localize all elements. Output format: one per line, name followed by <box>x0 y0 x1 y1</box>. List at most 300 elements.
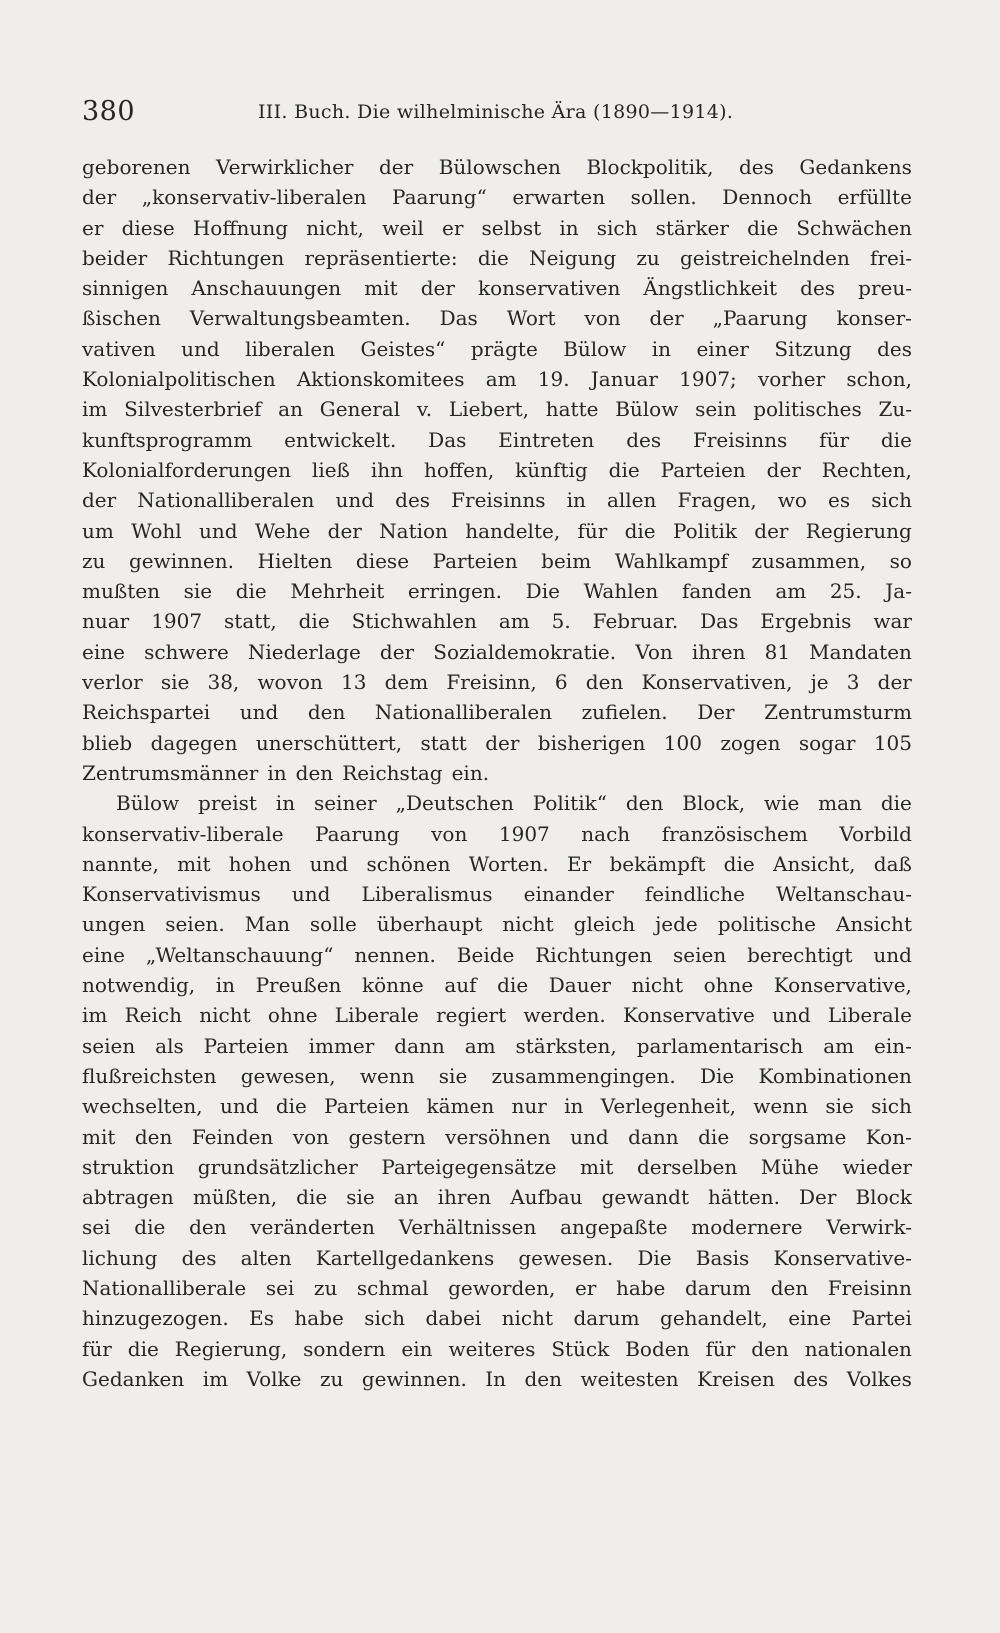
word: die <box>880 791 912 816</box>
word: nicht <box>501 1306 554 1331</box>
word: dann <box>628 1124 679 1149</box>
word: wie <box>763 791 800 816</box>
word: gewesen. <box>518 1245 614 1270</box>
word: Rechten, <box>821 457 912 482</box>
word: struktion <box>82 1154 175 1179</box>
word: dabei <box>425 1306 482 1331</box>
word: Gedankens <box>799 155 912 179</box>
word: im <box>202 1366 229 1391</box>
word: 105 <box>873 730 912 755</box>
word: mit <box>82 1124 116 1149</box>
word: Bülow <box>615 397 679 422</box>
word: bekämpft <box>609 851 706 876</box>
word: französischem <box>661 821 808 846</box>
word: es <box>828 488 851 513</box>
text-line <box>82 273 912 303</box>
word: im <box>82 1003 108 1028</box>
word: angepaßte <box>560 1215 668 1240</box>
word: Wohl <box>131 518 182 543</box>
word: Ansicht <box>835 912 912 937</box>
word: mußten <box>82 579 160 604</box>
word: sie <box>346 1185 375 1210</box>
word: nicht <box>502 912 554 937</box>
word: allen <box>606 488 657 513</box>
word: der <box>379 639 415 664</box>
word: dagegen <box>150 730 238 755</box>
word: Basis <box>695 1245 750 1270</box>
word: und <box>873 942 912 967</box>
word: seien <box>82 1033 136 1058</box>
word: Bülowschen <box>438 155 561 179</box>
word: so <box>889 548 912 573</box>
text-line <box>82 516 912 546</box>
text-line <box>82 1061 912 1091</box>
word: Hoffnung <box>192 215 288 240</box>
word: sich <box>871 1094 912 1119</box>
word: der <box>82 185 117 210</box>
word: je <box>810 670 829 695</box>
word: und <box>219 1094 259 1119</box>
word: Freisinn, <box>446 670 537 695</box>
word: in <box>275 791 296 816</box>
text-line <box>82 1273 912 1303</box>
word: kämen <box>426 1094 495 1119</box>
word: Reichstag <box>342 760 443 785</box>
text-line <box>82 243 912 273</box>
word: Volkes <box>846 1366 912 1391</box>
word: gewinnen. <box>361 1366 467 1391</box>
word: einer <box>696 336 749 361</box>
word: alten <box>240 1245 292 1270</box>
word: Ergebnis <box>760 609 852 634</box>
word: Liberale <box>827 1003 912 1028</box>
word: Die <box>637 1245 672 1270</box>
word: erwarten <box>512 185 606 210</box>
word: den <box>585 670 624 695</box>
word: konservativen <box>477 276 621 301</box>
word: war <box>873 609 912 634</box>
word: nach <box>581 821 631 846</box>
word: Worten. <box>468 851 549 876</box>
word: nationalen <box>804 1336 912 1361</box>
word: zusammengingen. <box>491 1063 676 1088</box>
word: diese <box>355 548 410 573</box>
text-line <box>82 1364 912 1394</box>
word: der <box>649 306 684 331</box>
word: prägte <box>470 336 538 361</box>
word: sich <box>364 1306 406 1331</box>
word: „konservativ-liberalen <box>141 185 367 210</box>
word: „Weltanschauung“ <box>145 942 334 967</box>
word: die <box>235 579 267 604</box>
word: In <box>485 1366 507 1391</box>
word: Preußen <box>255 973 342 998</box>
word: Ängstlichkeit <box>643 276 778 301</box>
word: darum <box>684 1275 752 1300</box>
word: in <box>215 973 236 998</box>
word: zu <box>319 1366 344 1391</box>
word: als <box>155 1033 184 1058</box>
word: die <box>698 1124 730 1149</box>
word: die <box>298 609 330 634</box>
word: Der <box>697 700 735 725</box>
word: der <box>420 276 455 301</box>
word: 38, <box>207 670 240 695</box>
text-line <box>82 667 912 697</box>
word: nicht, <box>306 215 364 240</box>
word: Boden <box>625 1336 690 1361</box>
word: in <box>566 488 586 513</box>
word: die <box>624 518 656 543</box>
word: Kreisen <box>697 1366 775 1391</box>
word: am <box>498 609 530 634</box>
word: Geistes“ <box>360 336 446 361</box>
word: dem <box>384 670 429 695</box>
word: in <box>267 760 287 785</box>
word: an <box>393 1185 419 1210</box>
word: „Paarung <box>712 306 808 331</box>
body-text <box>82 152 912 1394</box>
word: Fragen, <box>677 488 757 513</box>
word: für <box>819 427 850 452</box>
word: Zu- <box>878 397 912 422</box>
word: Kombinationen <box>758 1063 912 1088</box>
word: hinzugezogen. <box>82 1306 229 1331</box>
word: am <box>775 579 807 604</box>
word: schönen <box>366 851 451 876</box>
word: derselben <box>636 1154 738 1179</box>
word: Mehrheit <box>290 579 385 604</box>
word: frei- <box>870 245 912 270</box>
word: Aktionskomitees <box>296 367 465 392</box>
word: Paarung“ <box>392 185 487 210</box>
word: Wort <box>506 306 556 331</box>
word: sein <box>695 397 737 422</box>
word: nannte, <box>82 851 159 876</box>
text-line <box>82 303 912 333</box>
word: sie <box>160 670 190 695</box>
word: Februar. <box>592 609 679 634</box>
word: Parteien <box>660 457 746 482</box>
text-line <box>82 728 912 758</box>
word: den <box>295 760 334 785</box>
word: Freisinns <box>451 488 546 513</box>
word: Zentrumsmänner <box>82 760 259 785</box>
word: handelte, <box>465 518 561 543</box>
word: Die <box>525 579 560 604</box>
word: Schwächen <box>796 215 912 240</box>
text-line <box>82 1122 912 1152</box>
word: Sozialdemokratie. <box>433 639 617 664</box>
word: die <box>296 1185 328 1210</box>
word: Konservativen, <box>641 670 793 695</box>
text-line <box>82 697 912 727</box>
word: eine <box>82 942 125 967</box>
word: Wehe <box>254 518 311 543</box>
word: wovon <box>257 670 323 695</box>
word: konser- <box>836 306 912 331</box>
word: „Deutschen <box>395 791 514 816</box>
word: des <box>626 427 662 452</box>
word: von <box>584 306 621 331</box>
word: müßten, <box>192 1185 278 1210</box>
word: Konservative, <box>773 973 912 998</box>
word: ohne <box>267 1003 318 1028</box>
word: Parteien <box>203 1033 289 1058</box>
word: die <box>497 973 529 998</box>
word: Verhältnissen <box>398 1215 537 1240</box>
word: Mühe <box>760 1154 819 1179</box>
text-line <box>82 1031 912 1061</box>
word: sich <box>871 488 912 513</box>
word: Silvesterbrief <box>124 397 262 422</box>
word: versöhnen <box>445 1124 551 1149</box>
word: ließ <box>311 457 350 482</box>
word: Stichwahlen <box>351 609 477 634</box>
text-line <box>82 1243 912 1273</box>
word: und <box>181 336 220 361</box>
word: sie <box>438 1063 468 1088</box>
word: Wahlen <box>583 579 659 604</box>
word: er <box>574 1275 597 1300</box>
word: Richtungen <box>535 942 653 967</box>
word: mit <box>177 851 211 876</box>
word: Es <box>249 1306 274 1331</box>
word: hatte <box>545 397 599 422</box>
word: preist <box>198 791 257 816</box>
word: feindliche <box>644 882 745 907</box>
word: der <box>82 488 117 513</box>
text-line <box>82 1212 912 1242</box>
word: stärker <box>655 215 729 240</box>
word: des <box>395 488 431 513</box>
word: weitesten <box>580 1366 679 1391</box>
word: des <box>738 155 774 179</box>
text-line <box>82 546 912 576</box>
word: hoffen, <box>424 457 495 482</box>
word: Das <box>700 609 739 634</box>
word: sollen. <box>630 185 697 210</box>
text-line <box>82 425 912 455</box>
word: erringen. <box>407 579 503 604</box>
word: Politik <box>672 518 737 543</box>
word: Januar <box>590 367 658 392</box>
word: den <box>770 1275 809 1300</box>
word: repräsentierte: <box>304 245 458 270</box>
word: den <box>189 1215 227 1240</box>
word: Verwirklicher <box>216 155 354 179</box>
word: 1907 <box>151 609 203 634</box>
word: abtragen <box>82 1185 174 1210</box>
word: zu <box>82 548 106 573</box>
word: ein. <box>451 760 490 785</box>
word: Feinden <box>191 1124 274 1149</box>
word: nur <box>511 1094 547 1119</box>
word: 13 <box>340 670 367 695</box>
word: Reichspartei <box>82 700 211 725</box>
word: Konservative- <box>773 1245 912 1270</box>
word: des <box>793 1366 829 1391</box>
text-line <box>82 1334 912 1364</box>
text-line <box>82 152 912 182</box>
word: grundsätzlicher <box>197 1154 358 1179</box>
word: der <box>379 155 414 179</box>
word: ein- <box>874 1033 912 1058</box>
word: Richtungen <box>167 245 285 270</box>
word: entwickelt. <box>284 427 397 452</box>
word: zu <box>313 1275 338 1300</box>
word: sich <box>596 215 638 240</box>
word: sie <box>825 1094 854 1119</box>
word: daß <box>873 851 912 876</box>
word: am <box>464 1033 496 1058</box>
word: liberalen <box>245 336 336 361</box>
word: Weltanschau- <box>776 882 912 907</box>
word: habe <box>294 1306 344 1331</box>
word: könne <box>361 973 424 998</box>
word: eine <box>788 1306 832 1331</box>
word: mit <box>364 276 398 301</box>
word: Volke <box>246 1366 302 1391</box>
word: die <box>275 1094 307 1119</box>
word: und <box>570 1124 609 1149</box>
word: gewesen, <box>240 1063 336 1088</box>
word: die <box>723 851 755 876</box>
word: vorher <box>757 367 826 392</box>
word: der <box>754 518 789 543</box>
word: 3 <box>846 670 860 695</box>
word: nicht <box>631 973 683 998</box>
word: und <box>309 851 349 876</box>
word: 25. <box>829 579 862 604</box>
word: wo <box>777 488 807 513</box>
word: ungen <box>82 912 146 937</box>
word: Dauer <box>548 973 611 998</box>
text-line <box>82 576 912 606</box>
word: Bülow <box>116 791 180 816</box>
word: Politik“ <box>532 791 607 816</box>
page-number: 380 <box>82 96 136 127</box>
text-line <box>82 637 912 667</box>
word: Liberale <box>334 1003 419 1028</box>
text-line <box>82 182 912 212</box>
word: Blockpolitik, <box>586 155 714 179</box>
word: ohne <box>703 973 754 998</box>
text-line <box>82 364 912 394</box>
word: verlor <box>82 670 143 695</box>
word: Nation <box>379 518 448 543</box>
word: Ja- <box>885 579 912 604</box>
word: an <box>278 397 303 422</box>
word: für <box>705 1336 736 1361</box>
word: Ansicht, <box>773 851 856 876</box>
text-line <box>82 334 912 364</box>
word: Verlegenheit, <box>600 1094 736 1119</box>
word: sei <box>265 1275 295 1300</box>
word: ihn <box>370 457 404 482</box>
word: 5. <box>551 609 571 634</box>
word: zufielen. <box>581 700 668 725</box>
word: gehandelt, <box>660 1306 768 1331</box>
word: und <box>291 882 331 907</box>
word: erfüllte <box>837 185 912 210</box>
word: beim <box>541 548 592 573</box>
word: er <box>441 215 464 240</box>
page-header <box>82 96 912 136</box>
word: darum <box>573 1306 640 1331</box>
word: 100 <box>663 730 702 755</box>
word: dann <box>394 1033 445 1058</box>
word: lichung <box>82 1245 158 1270</box>
word: Kolonialforderungen <box>82 457 291 482</box>
word: und <box>239 700 279 725</box>
word: im <box>82 397 108 422</box>
word: wenn <box>753 1094 809 1119</box>
word: des <box>877 336 912 361</box>
word: Nationalliberale <box>82 1275 247 1300</box>
word: geistreichelnden <box>680 245 850 270</box>
word: wieder <box>842 1154 912 1179</box>
word: sorgsame <box>748 1124 847 1149</box>
word: Dennoch <box>722 185 813 210</box>
text-line <box>82 879 912 909</box>
word: Er <box>567 851 592 876</box>
word: nennen. <box>354 942 436 967</box>
text-line <box>82 455 912 485</box>
word: auf <box>444 973 477 998</box>
word: Vorbild <box>839 821 912 846</box>
word: gewinnen. <box>128 548 234 573</box>
word: diese <box>121 215 175 240</box>
word: seien. <box>165 912 225 937</box>
text-line <box>82 1152 912 1182</box>
word: Block, <box>682 791 746 816</box>
word: und <box>772 1003 811 1028</box>
text-line <box>82 1000 912 1030</box>
word: weil <box>382 215 424 240</box>
word: einander <box>523 882 614 907</box>
word: geworden, <box>448 1275 556 1300</box>
word: modernere <box>691 1215 803 1240</box>
word: Von <box>635 639 673 664</box>
word: Gedanken <box>82 1366 185 1391</box>
text-line <box>82 606 912 636</box>
word: vativen <box>82 336 156 361</box>
word: seiner <box>313 791 377 816</box>
word: schmal <box>356 1275 429 1300</box>
word: gestern <box>348 1124 426 1149</box>
word: schon, <box>846 367 912 392</box>
word: Liberalismus <box>361 882 493 907</box>
word: Verwaltungsbeamten. <box>189 306 411 331</box>
word: Parteigegensätze <box>381 1154 557 1179</box>
word: den <box>307 700 346 725</box>
word: Anschauungen <box>191 276 342 301</box>
text-line <box>82 758 912 788</box>
word: stärksten, <box>515 1033 617 1058</box>
word: 1907; <box>679 367 737 392</box>
word: parlamentarisch <box>636 1033 804 1058</box>
text-line <box>82 1303 912 1333</box>
word: blieb <box>82 730 133 755</box>
word: flußreichsten <box>82 1063 217 1088</box>
word: immer <box>308 1033 375 1058</box>
word: bisherigen <box>537 730 646 755</box>
word: Block <box>855 1185 912 1210</box>
word: kunftsprogramm <box>82 427 253 452</box>
word: Verwirk- <box>826 1215 912 1240</box>
word: wenn <box>359 1063 415 1088</box>
